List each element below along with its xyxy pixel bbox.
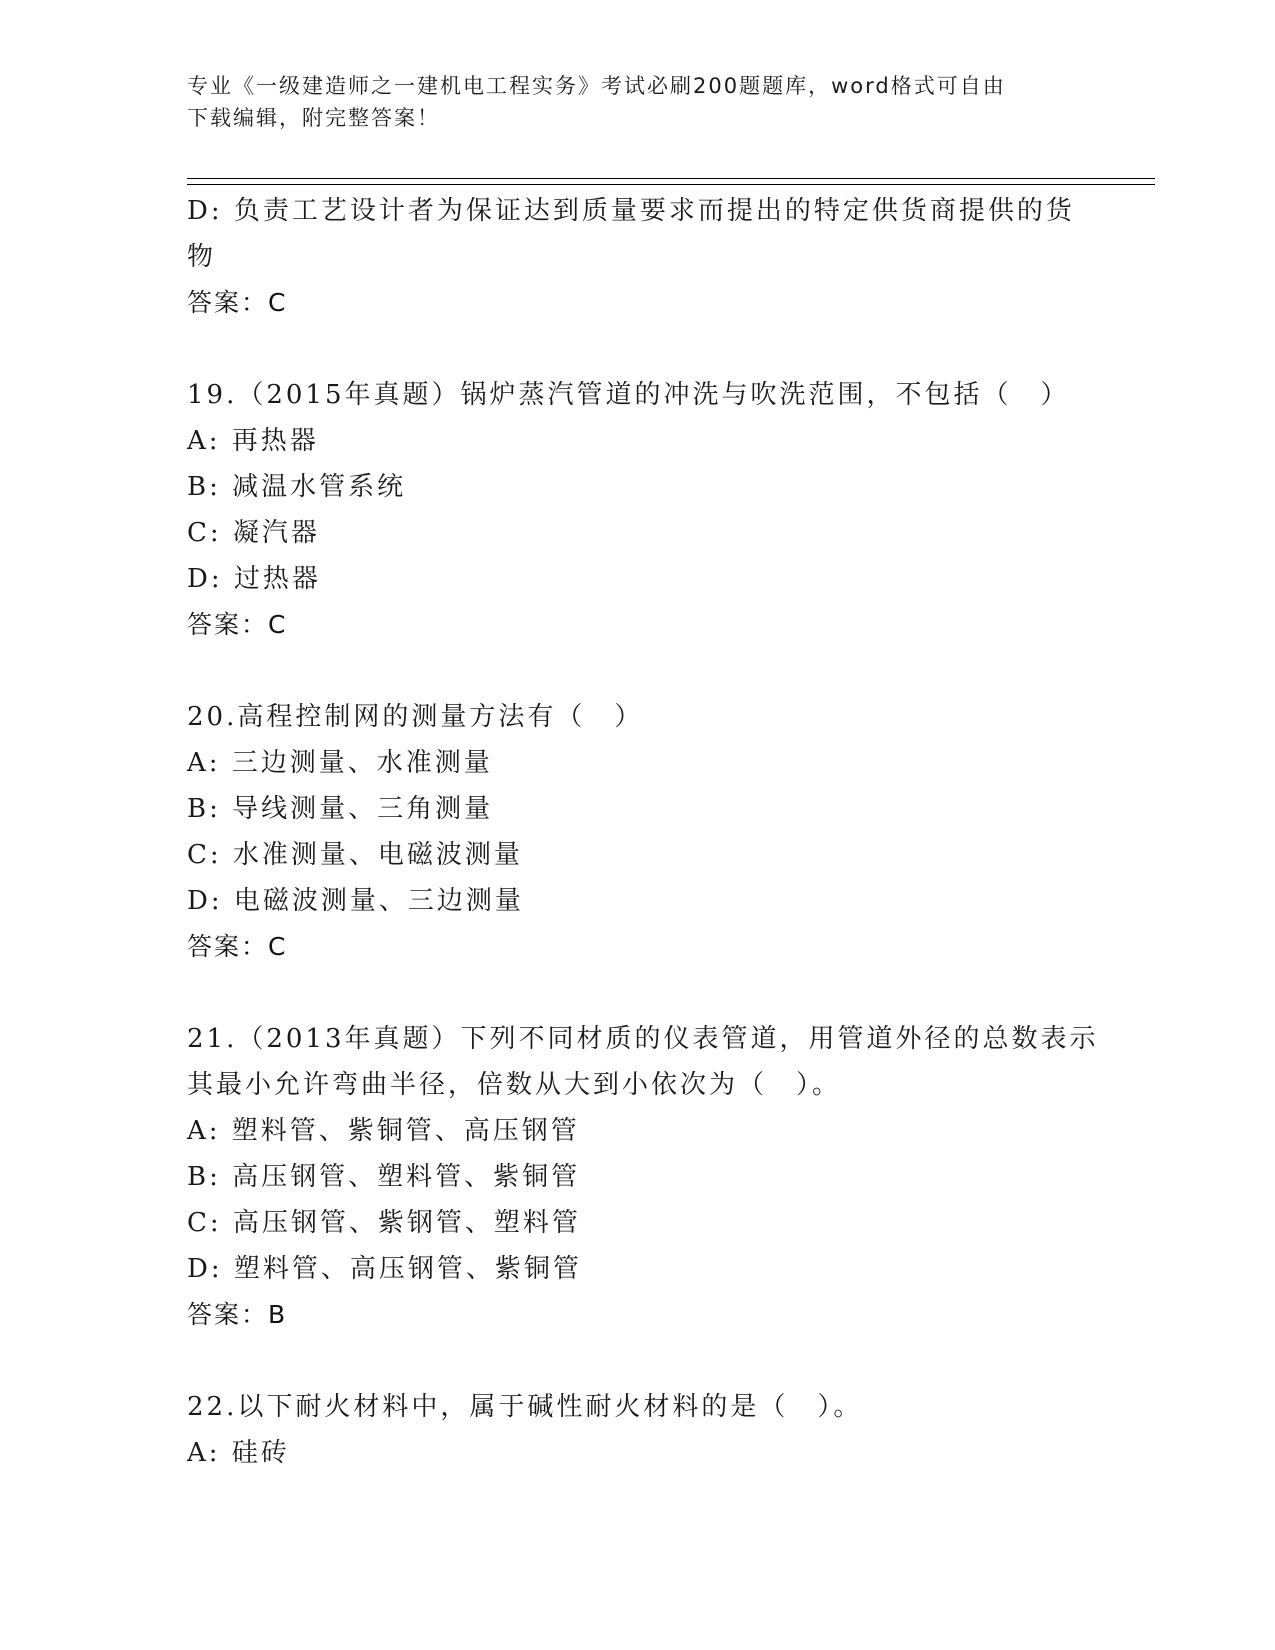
question-stem: 20.高程控制网的测量方法有（ ） xyxy=(187,702,644,732)
option-d: D: 电磁波测量、三边测量 xyxy=(187,886,524,916)
option-a: A: 三边测量、水准测量 xyxy=(187,748,493,778)
question-22 xyxy=(187,1384,1087,1476)
answer: 答案：B xyxy=(187,1300,288,1329)
option-d: D: 过热器 xyxy=(187,564,321,594)
header-line-2: 下载编辑，附完整答案！ xyxy=(187,106,440,130)
question-20 xyxy=(187,694,1087,970)
option-c: C: 水准测量、电磁波测量 xyxy=(187,840,523,870)
option-a: A: 再热器 xyxy=(187,426,319,456)
answer: 答案：C xyxy=(187,288,288,317)
option-c: C: 高压钢管、紫钢管、塑料管 xyxy=(187,1208,581,1238)
option-a: A: 硅砖 xyxy=(187,1438,290,1468)
previous-question-tail xyxy=(187,188,1087,326)
question-19 xyxy=(187,372,1087,648)
question-stem-continued: 其最小允许弯曲半径，倍数从大到小依次为（ ）。 xyxy=(187,1070,842,1100)
question-stem: 19.（2015年真题）锅炉蒸汽管道的冲洗与吹洗范围，不包括（ ） xyxy=(187,380,1070,410)
question-21 xyxy=(187,1016,1099,1338)
option-d-continued: 物 xyxy=(187,242,217,272)
option-c: C: 凝汽器 xyxy=(187,518,320,548)
document-header xyxy=(187,70,1087,134)
answer: 答案：C xyxy=(187,932,288,961)
option-d: D: 负责工艺设计者为保证达到质量要求而提出的特定供货商提供的货 xyxy=(187,196,1075,226)
answer: 答案：C xyxy=(187,610,288,639)
option-b: B: 减温水管系统 xyxy=(187,472,407,502)
header-divider-bottom xyxy=(187,184,1155,185)
option-b: B: 导线测量、三角测量 xyxy=(187,794,494,824)
header-line-1: 专业《一级建造师之一建机电工程实务》考试必刷200题题库，word格式可自由 xyxy=(187,74,1006,98)
option-a: A: 塑料管、紫铜管、高压钢管 xyxy=(187,1116,580,1146)
question-stem: 21.（2013年真题）下列不同材质的仪表管道，用管道外径的总数表示 xyxy=(187,1024,1099,1054)
option-b: B: 高压钢管、塑料管、紫铜管 xyxy=(187,1162,581,1192)
question-stem: 22.以下耐火材料中，属于碱性耐火材料的是（ ）。 xyxy=(187,1392,863,1422)
option-d: D: 塑料管、高压钢管、紫铜管 xyxy=(187,1254,582,1284)
question-list xyxy=(187,188,1099,1476)
header-divider-top xyxy=(187,178,1155,179)
